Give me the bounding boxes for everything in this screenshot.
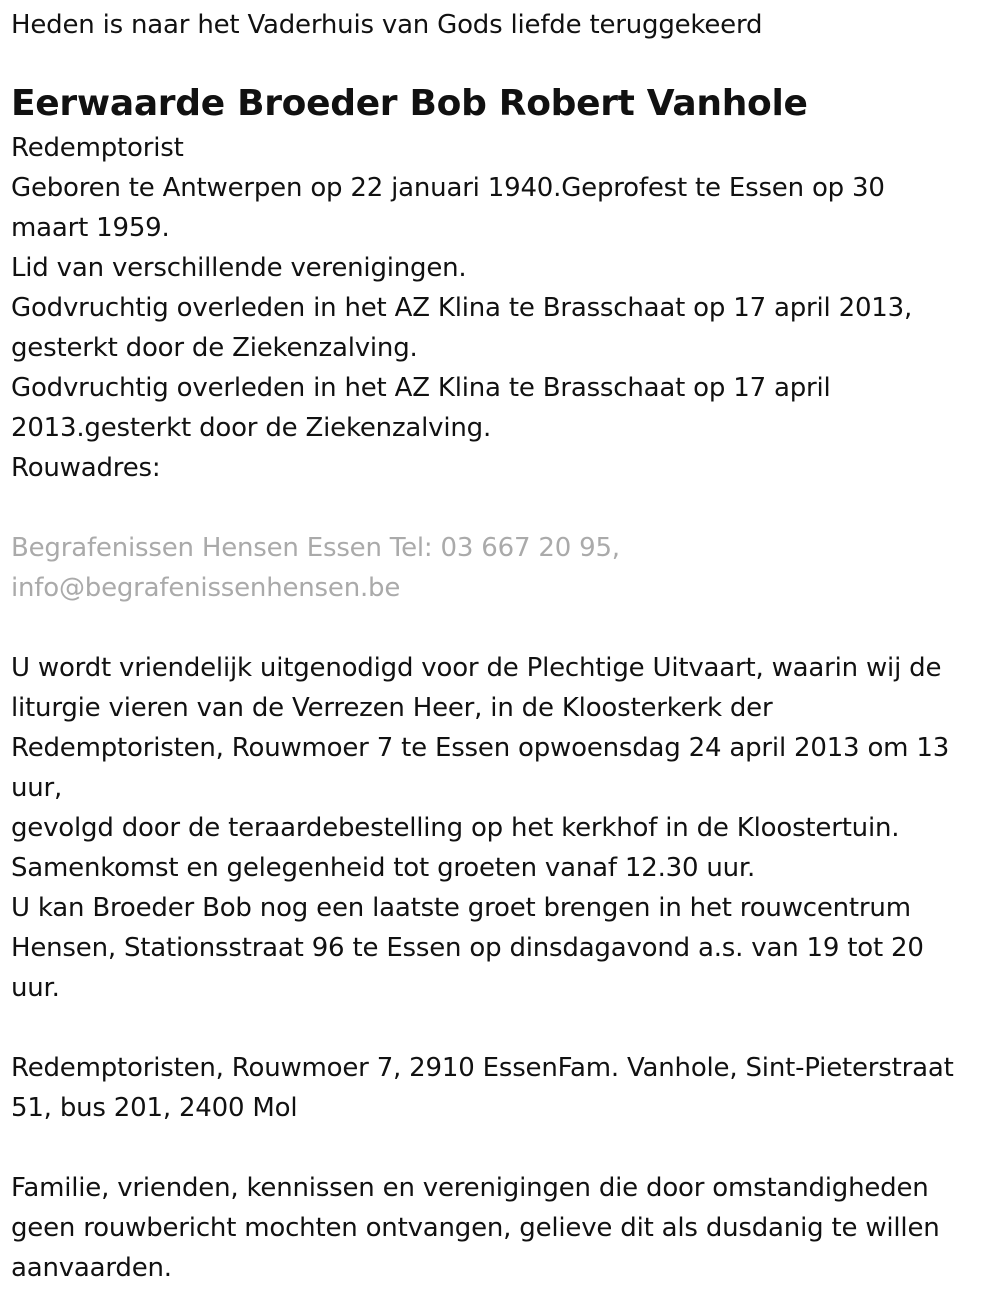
spacer <box>11 1128 990 1168</box>
invitation-line: uur. <box>11 973 60 1003</box>
addresses-section <box>11 1048 990 1128</box>
intro-line: Heden is naar het Vaderhuis van Gods liefde teruggekeerd <box>11 10 763 40</box>
details-section <box>11 128 990 488</box>
detail-line: maart 1959. <box>11 213 170 243</box>
invitation-line: uur, <box>11 773 63 803</box>
address-line: 51, bus 201, 2400 Mol <box>11 1093 298 1123</box>
detail-line: Geboren te Antwerpen op 22 januari 1940.Geprofest te Essen op 30 <box>11 173 885 203</box>
invitation-line: Redemptoristen, Rouwmoer 7 te Essen opwoensdag 24 april 2013 om 13 <box>11 733 950 763</box>
detail-line: Rouwadres: <box>11 453 161 483</box>
detail-line: Godvruchtig overleden in het AZ Klina te Brasschaat op 17 april <box>11 373 831 403</box>
detail-line: Godvruchtig overleden in het AZ Klina te Brasschaat op 17 april 2013, <box>11 293 913 323</box>
closing-line: aanvaarden. <box>11 1253 172 1283</box>
funeral-home-section <box>11 528 990 608</box>
spacer <box>11 1008 990 1048</box>
invitation-section <box>11 648 990 1008</box>
detail-line: Redemptorist <box>11 133 184 163</box>
spacer <box>11 608 990 648</box>
detail-line: Lid van verschillende verenigingen. <box>11 253 467 283</box>
invitation-line: U kan Broeder Bob nog een laatste groet brengen in het rouwcentrum <box>11 893 911 923</box>
closing-section <box>11 1168 990 1288</box>
closing-line: geen rouwbericht mochten ontvangen, gelieve dit als dusdanig te willen <box>11 1213 940 1243</box>
funeral-home-line: Begrafenissen Hensen Essen Tel: 03 667 20 95, <box>11 533 620 563</box>
invitation-line: liturgie vieren van de Verrezen Heer, in de Kloosterkerk der <box>11 693 773 723</box>
address-line: Redemptoristen, Rouwmoer 7, 2910 EssenFam. Vanhole, Sint-Pieterstraat <box>11 1053 954 1083</box>
detail-line: gesterkt door de Ziekenzalving. <box>11 333 418 363</box>
funeral-home-email: info@begrafenissenhensen.be <box>11 573 401 603</box>
closing-line: Familie, vrienden, kennissen en verenigingen die door omstandigheden <box>11 1173 929 1203</box>
invitation-line: Hensen, Stationsstraat 96 te Essen op dinsdagavond a.s. van 19 tot 20 <box>11 933 924 963</box>
invitation-line: gevolgd door de teraardebestelling op het kerkhof in de Kloostertuin. <box>11 813 900 843</box>
invitation-line: Samenkomst en gelegenheid tot groeten vanaf 12.30 uur. <box>11 853 756 883</box>
deceased-name-heading: Eerwaarde Broeder Bob Robert Vanhole <box>11 83 808 124</box>
detail-line: 2013.gesterkt door de Ziekenzalving. <box>11 413 492 443</box>
spacer <box>11 488 990 528</box>
invitation-line: U wordt vriendelijk uitgenodigd voor de Plechtige Uitvaart, waarin wij de <box>11 653 942 683</box>
